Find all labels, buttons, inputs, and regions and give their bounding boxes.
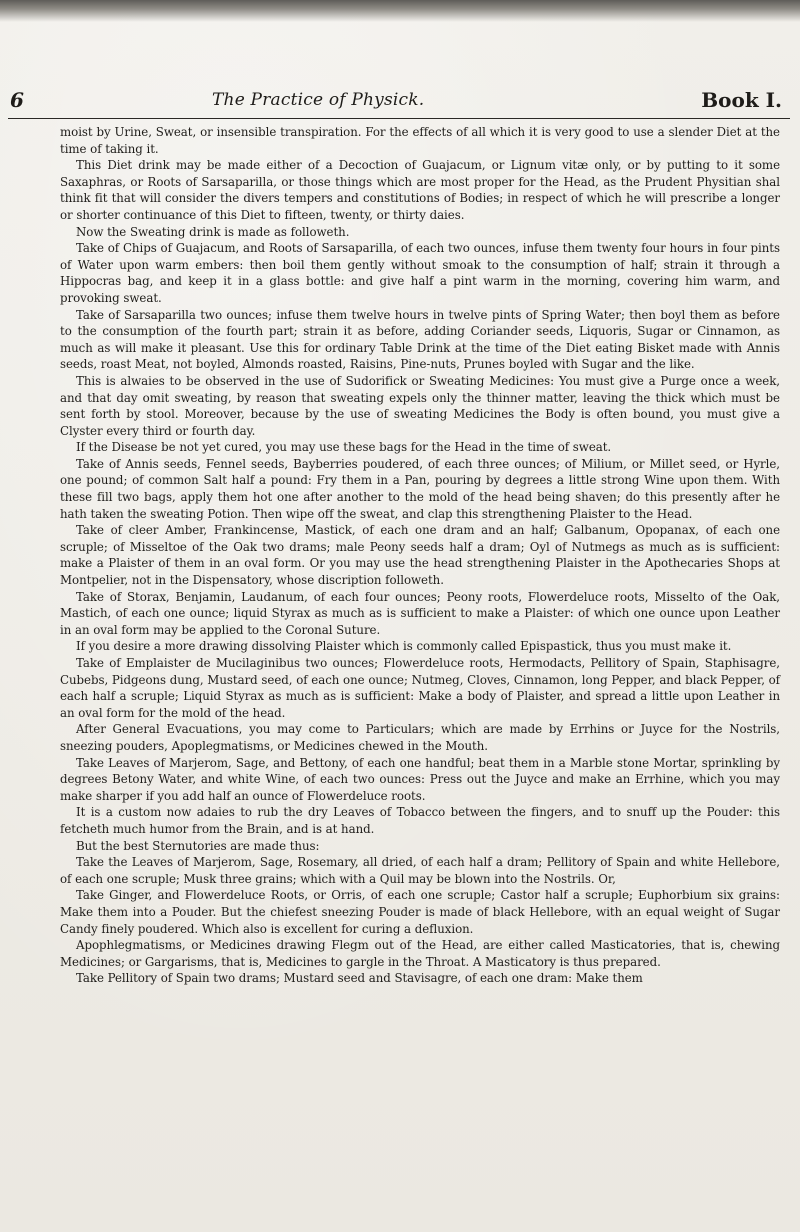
book-label: Book I. — [701, 88, 782, 112]
recipe-paragraph: Take the Leaves of Marjerom, Sage, Rosemary, all dried, of each half a dram; Pellitory of Spain and white Hellebore, of each one scruple; Musk three grains; which with a Quil may be blown into the Nostrils. Or, — [60, 855, 780, 886]
recipe-paragraph: Take Pellitory of Spain two drams; Mustard seed and Stavisagre, of each one dram: Make them — [76, 971, 643, 986]
scan-edge-shadow — [0, 0, 800, 22]
running-title: The Practice of Physick. — [212, 90, 425, 110]
paragraph: It is a custom now adaies to rub the dry Leaves of Tobacco between the fingers, and to snuff up the Pouder: this fetcheth much humor from the Brain, and is at hand. — [60, 805, 780, 836]
paragraph: If you desire a more drawing dissolving Plaister which is commonly called Epispastick, thus you must make it. — [76, 639, 732, 654]
paragraph: moist by Urine, Sweat, or insensible transpiration. For the effects of all which it is very good to use a slender Diet at the time of taking it. — [60, 125, 780, 156]
body-text — [60, 124, 780, 987]
paragraph: After General Evacuations, you may come to Particulars; which are made by Errhins or Juyce for the Nostrils, sneezing pouders, Apoplegmatisms, or Medicines chewed in the Mouth. — [60, 722, 780, 753]
paragraph: If the Disease be not yet cured, you may use these bags for the Head in the time of sweat. — [76, 440, 612, 455]
recipe-paragraph: Take of Annis seeds, Fennel seeds, Bayberries poudered, of each three ounces; of Milium, or Millet seed, or Hyrle, one pound; of common Salt half a pound: Fry them in a Pan, pouring by degrees a little strong Wine upon them. With these fill two bags, apply them hot one after another to the mold of the head being shaven; do this presently after he hath taken the sweating Potion. Then wipe off the sweat, and clap this strengthening Plaister to the Head. — [60, 456, 780, 521]
paragraph: Now the Sweating drink is made as followeth. — [76, 224, 350, 239]
paragraph: But the best Sternutories are made thus: — [76, 838, 320, 853]
recipe-paragraph: Take Ginger, and Flowerdeluce Roots, or Orris, of each one scruple; Castor half a scruple; Euphorbium six grains: Make them into a Pouder. But the chiefest sneezing Pouder is made of black Hellebore, with an equal weight of Sugar Candy finely poudered. Which also is excellent for curing a defluxion. — [60, 888, 780, 936]
recipe-paragraph: Take of Sarsaparilla two ounces; infuse them twelve hours in twelve pints of Spring Water; then boyl them as before to the consumption of the fourth part; strain it as before, adding Coriander seeds, Liquoris, Sugar or Cinnamon, as much as will make it pleasant. Use this for ordinary Table Drink at the time of the Diet eating Bisket made with Annis seeds, roast Meat, not boyled, Almonds roasted, Raisins, Pine-nuts, Prunes boyled with Sugar and the like. — [60, 307, 780, 372]
page-header — [0, 88, 800, 116]
paragraph: This Diet drink may be made either of a Decoction of Guajacum, or Lignum vitæ only, or by putting to it some Saxaphras, or Roots of Sarsaparilla, or those things which are most proper for the Head, as the Prudent Physitian shal think fit that will consider the divers tempers and constitutions of Bodies; in respect of which he will prescribe a longer or shorter continuance of this Diet to fifteen, twenty, or thirty daies. — [60, 158, 780, 222]
recipe-paragraph: Take of Chips of Guajacum, and Roots of Sarsaparilla, of each two ounces, infuse them twenty four hours in four pints of Water upon warm embers: then boil them gently without smoak to the consumption of half; strain it through a Hippocras bag, and keep it in a glass bottle: and give half a pint warm in the morning, covering him warm, and provoking sweat. — [60, 241, 780, 305]
paragraph: Apophlegmatisms, or Medicines drawing Flegm out of the Head, are either called Masticatories, that is, chewing Medicines; or Gargarisms, that is, Medicines to gargle in the Throat. A Masticatory is thus prepared. — [60, 938, 780, 969]
recipe-paragraph: Take of cleer Amber, Frankincense, Mastick, of each one dram and an half; Galbanum, Opopanax, of each one scruple; of Misseltoe of the Oak two drams; male Peony seeds half a dram; Oyl of Nutmegs as much as is sufficient: make a Plaister of them in an oval form. Or you may use the head strengthening Plaister in the Apothecaries Shops at Montpelier, not in the Dispensatory, whose discription followeth. — [60, 523, 780, 588]
page-number: 6 — [10, 88, 24, 112]
paragraph: This is alwaies to be observed in the use of Sudorifick or Sweating Medicines: You must give a Purge once a week, and that day omit sweating, by reason that sweating expels only the thinner matter, leaving the thick which must be sent forth by stool. Moreover, because by the use of sweating Medicines the Body is often bound, you must give a Clyster every third or fourth day. — [60, 373, 780, 438]
recipe-paragraph: Take of Storax, Benjamin, Laudanum, of each four ounces; Peony roots, Flowerdeluce roots, Misselto of the Oak, Mastich, of each one ounce; liquid Styrax as much as is sufficient to make a Plaister: of which one ounce upon Leather in an oval form may be applied to the Coronal Suture. — [60, 589, 780, 637]
recipe-paragraph: Take of Emplaister de Mucilaginibus two ounces; Flowerdeluce roots, Hermodacts, Pellitory of Spain, Staphisagre, Cubebs, Pidgeons dung, Mustard seed, of each one ounce; Nutmeg, Cloves, Cinnamon, long Pepper, and black Pepper, of each half a scruple; Liquid Styrax as much as is sufficient: Make a body of Plaister, and spread a little upon Leather in an oval form for the mold of the head. — [60, 656, 780, 720]
paragraph: Take Leaves of Marjerom, Sage, and Bettony, of each one handful; beat them in a Marble stone Mortar, sprinkling by degrees Betony Water, and white Wine, of each two ounces: Press out the Juyce and make an Errhine, which you may make sharper if you add half an ounce of Flowerdeluce roots. — [60, 755, 780, 803]
header-rule — [8, 118, 790, 119]
